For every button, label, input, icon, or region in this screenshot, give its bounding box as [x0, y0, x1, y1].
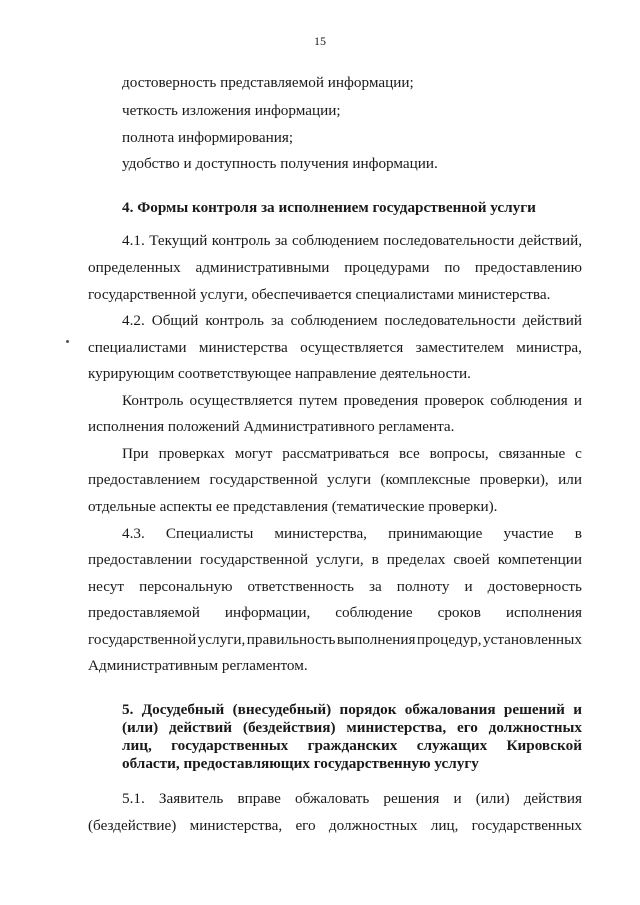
word: предоставлением: [88, 471, 201, 488]
paragraph-line: [122, 790, 582, 808]
word: служащих: [416, 737, 488, 754]
word: проверки),: [479, 471, 549, 488]
word: полноту: [396, 578, 450, 595]
word: с: [575, 445, 582, 462]
word: ответственность: [247, 578, 354, 595]
paragraph-line: государственной услуги, обеспечивается специалистами министерства.: [88, 286, 551, 303]
word: участие: [503, 525, 554, 542]
margin-mark: [66, 340, 69, 343]
word: определенных: [88, 259, 181, 276]
word: в: [574, 525, 582, 542]
word: его: [295, 817, 316, 834]
word: 5.: [122, 701, 134, 718]
word: государственной: [209, 471, 318, 488]
word: соблюдения: [490, 392, 568, 409]
word: решений: [503, 701, 565, 718]
word: проверках: [158, 445, 225, 462]
paragraph-line: [88, 259, 582, 277]
word: должностных: [488, 719, 582, 736]
word: Кировской: [506, 737, 582, 754]
word: исполнения: [505, 604, 582, 621]
word: несут: [88, 578, 125, 595]
word: его: [456, 719, 478, 736]
word: проведения: [343, 392, 419, 409]
word: решения: [383, 790, 440, 807]
word: установленных: [483, 631, 582, 648]
word: достоверность: [487, 578, 582, 595]
word: и: [464, 578, 473, 595]
word: все: [398, 445, 420, 462]
word: услуги,: [316, 551, 364, 568]
word: проверок: [424, 392, 485, 409]
word: (комплексные: [380, 471, 471, 488]
paragraph-line: [122, 312, 582, 330]
word: Контроль: [122, 392, 184, 409]
paragraph-line: отдельные аспекты ее представления (тематические проверки).: [88, 498, 498, 515]
word: 4.1.: [122, 232, 145, 249]
word: соблюдение: [335, 604, 413, 621]
word: заместителем: [415, 339, 504, 356]
word: действий: [168, 719, 233, 736]
word: государственной: [199, 551, 309, 568]
word: сроков: [437, 604, 481, 621]
list-item: достоверность представляемой информации;: [122, 74, 414, 91]
word: контроль: [211, 232, 271, 249]
word: лиц,: [430, 817, 459, 834]
word: персональную: [139, 578, 233, 595]
paragraph-line: [88, 604, 582, 622]
word: за: [274, 232, 288, 249]
word: государственных: [171, 737, 289, 754]
word: обжаловать: [294, 790, 370, 807]
paragraph-line: исполнения положений Административного регламента.: [88, 418, 455, 435]
word: 4.3.: [122, 525, 145, 542]
word: министра,: [516, 339, 582, 356]
word: (или): [475, 790, 510, 807]
word: вопросы,: [429, 445, 489, 462]
paragraph-line: [88, 551, 582, 569]
paragraph-line: [88, 471, 582, 489]
word: за: [270, 312, 284, 329]
word: должностных: [328, 817, 418, 834]
paragraph-line: [122, 525, 582, 543]
word: (или): [122, 719, 159, 736]
section-5-heading-line: [122, 719, 582, 737]
word: рассматриваться: [282, 445, 390, 462]
word: соблюдением: [291, 232, 379, 249]
section-4-heading: 4. Формы контроля за исполнением государственной услуги: [122, 199, 536, 216]
list-item: четкость изложения информации;: [122, 102, 341, 119]
word: принимающие: [388, 525, 483, 542]
word: (бездействия): [242, 719, 336, 736]
word: и: [573, 392, 582, 409]
word: услуги: [327, 471, 372, 488]
word: специалистами: [88, 339, 187, 356]
word: осуществляется: [300, 339, 404, 356]
word: последовательности: [384, 312, 516, 329]
word: Текущий: [149, 232, 208, 249]
word: могут: [234, 445, 273, 462]
word: (внесудебный): [232, 701, 332, 718]
list-item: удобство и доступность получения информации.: [122, 155, 438, 172]
paragraph-line: [88, 817, 582, 835]
word: услуги,: [197, 631, 246, 648]
word: административными: [195, 259, 330, 276]
list-item: полнота информирования;: [122, 129, 294, 146]
section-5-heading-line: [122, 737, 582, 755]
word: процедур,: [416, 631, 482, 648]
word: контроль: [205, 312, 264, 329]
word: вправе: [237, 790, 281, 807]
paragraph-line: [88, 578, 582, 596]
word: предоставляемой: [88, 604, 200, 621]
paragraph-line: [122, 392, 582, 410]
word: Специалисты: [165, 525, 254, 542]
word: министерства,: [346, 719, 447, 736]
word: 5.1.: [122, 790, 145, 807]
section-5-heading-line: [122, 701, 582, 719]
word: выполнения: [336, 631, 416, 648]
word: министерства,: [189, 817, 283, 834]
word: действий,: [518, 232, 582, 249]
word: соблюдением: [290, 312, 378, 329]
word: правильность: [246, 631, 336, 648]
word: государственной: [88, 631, 197, 648]
word: осуществляется: [189, 392, 293, 409]
word: Заявитель: [158, 790, 224, 807]
word: действия: [523, 790, 582, 807]
word: (бездействие): [88, 817, 177, 834]
word: по: [444, 259, 461, 276]
paragraph-line: [122, 232, 582, 250]
paragraph-line: Административным регламентом.: [88, 657, 308, 674]
word: путем: [298, 392, 338, 409]
paragraph-line: курирующим соответствующее направление деятельности.: [88, 365, 471, 382]
word: 4.2.: [122, 312, 145, 329]
word: и: [573, 701, 582, 718]
word: информации,: [224, 604, 311, 621]
paragraph-line: [88, 631, 582, 649]
word: государственных: [471, 817, 582, 834]
word: пределах: [386, 551, 446, 568]
paragraph-line: [88, 339, 582, 357]
word: или: [558, 471, 582, 488]
word: лиц,: [122, 737, 152, 754]
word: Общий: [151, 312, 199, 329]
word: предоставлению: [474, 259, 582, 276]
word: связанные: [498, 445, 566, 462]
word: порядок: [339, 701, 397, 718]
word: своей: [453, 551, 490, 568]
word: действий: [522, 312, 582, 329]
word: министерства: [198, 339, 288, 356]
word: При: [122, 445, 149, 462]
section-5-heading-line: области, предоставляющих государственную услугу: [122, 755, 479, 772]
word: Досудебный: [141, 701, 225, 718]
word: процедурами: [344, 259, 430, 276]
word: компетенции: [497, 551, 582, 568]
word: предоставлении: [88, 551, 192, 568]
word: в: [371, 551, 379, 568]
page-number: 15: [314, 34, 326, 48]
word: министерства,: [274, 525, 367, 542]
word: за: [368, 578, 382, 595]
word: последовательности: [383, 232, 515, 249]
word: обжалования: [404, 701, 496, 718]
paragraph-line: [122, 445, 582, 463]
word: и: [453, 790, 462, 807]
word: гражданских: [307, 737, 398, 754]
